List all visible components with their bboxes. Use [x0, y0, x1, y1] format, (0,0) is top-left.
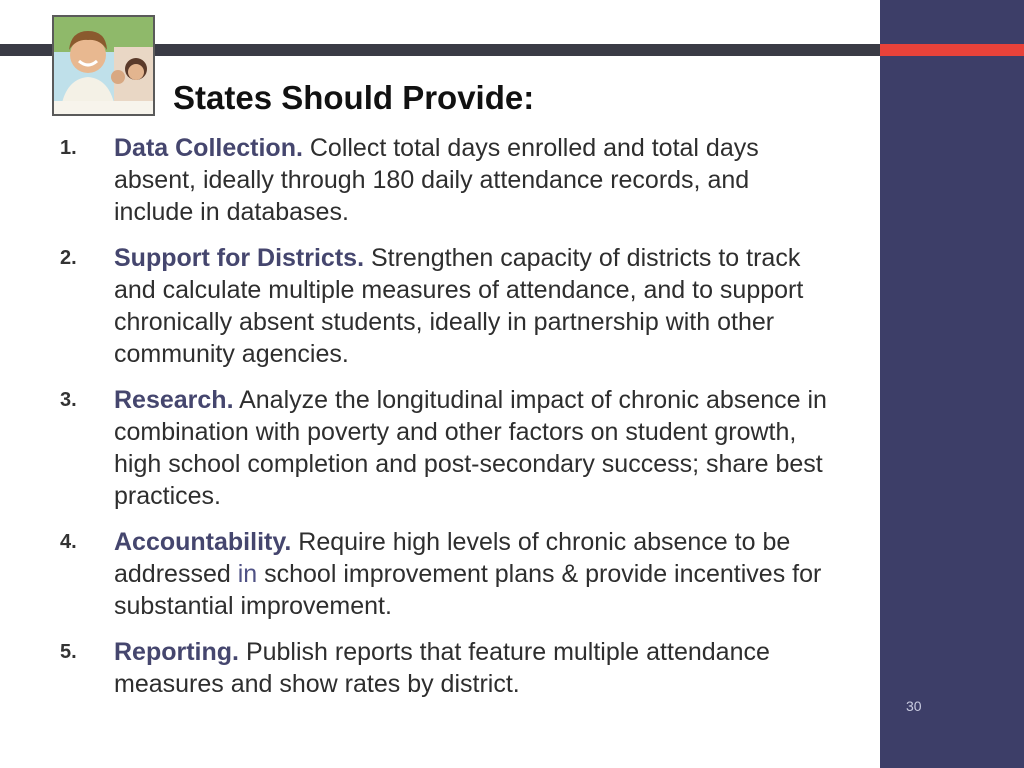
item-text: Collect total days enrolled and total days absent, ideally through 180 daily attendance records, and include in databases.	[114, 134, 759, 226]
item-text-highlight: in	[237, 560, 258, 588]
item-text: Require high levels of chronic absence to be addressed	[114, 528, 791, 588]
page-number: 30	[906, 698, 922, 714]
student-photo-illustration	[54, 17, 153, 114]
list-item-support-for-districts	[60, 242, 835, 370]
item-number: 2.	[60, 247, 77, 269]
student-photo	[52, 15, 155, 116]
accent-bar	[880, 44, 1024, 56]
list-item-reporting	[60, 636, 835, 700]
item-number: 5.	[60, 641, 77, 663]
item-text: school improvement plans & provide incentives for substantial improvement.	[114, 560, 822, 620]
list-item-data-collection	[60, 132, 835, 228]
item-text: Strengthen capacity of districts to track and calculate multiple measures of attendance, and to support chronically absent students, ideally in partnership with other community agencies.	[114, 244, 804, 368]
side-panel	[880, 0, 1024, 768]
item-heading: Reporting.	[114, 638, 239, 666]
item-number: 4.	[60, 531, 77, 553]
item-heading: Support for Districts.	[114, 244, 365, 272]
item-text: Publish reports that feature multiple attendance measures and show rates by district.	[114, 638, 770, 698]
item-number: 1.	[60, 137, 77, 159]
list-item-accountability	[60, 526, 835, 622]
recommendation-list	[60, 132, 835, 714]
item-heading: Accountability.	[114, 528, 292, 556]
item-heading: Data Collection.	[114, 134, 303, 162]
item-number: 3.	[60, 389, 77, 411]
list-item-research	[60, 384, 835, 512]
item-heading: Research.	[114, 386, 234, 414]
slide-title: States Should Provide:	[173, 79, 535, 116]
item-text: Analyze the longitudinal impact of chronic absence in combination with poverty and other factors on student growth, high school completion and post-secondary success; share best practices.	[114, 386, 827, 510]
